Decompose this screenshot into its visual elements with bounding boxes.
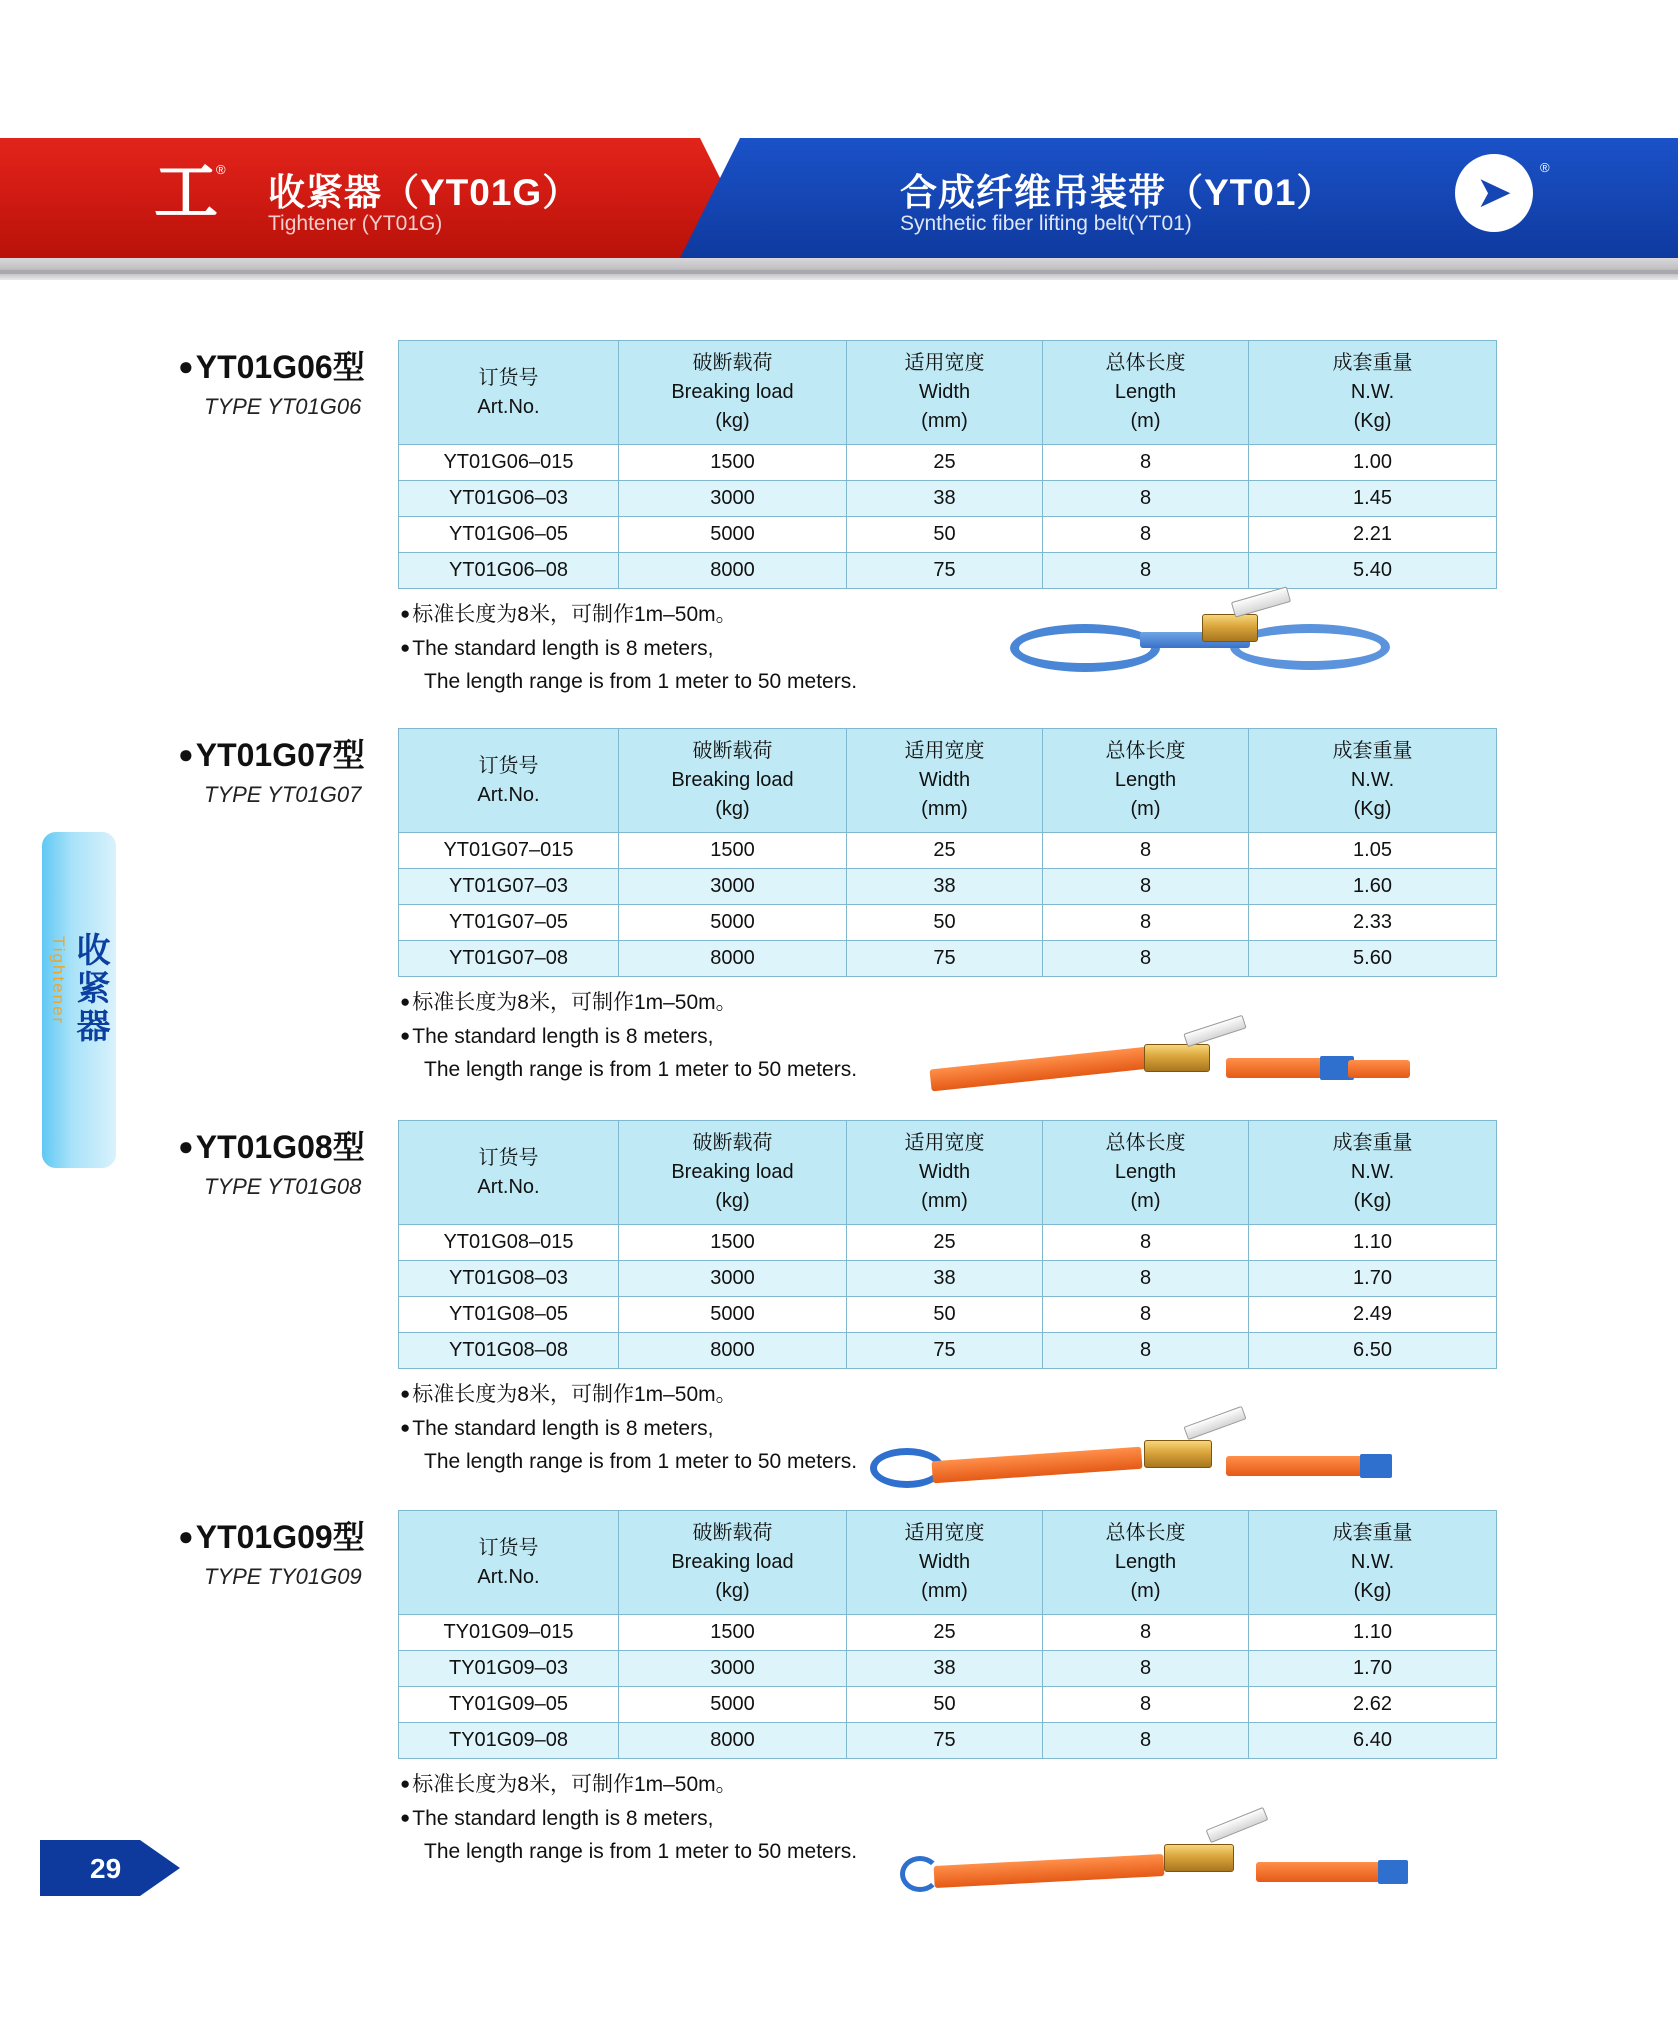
cell-breaking-load: 3000 <box>619 869 847 905</box>
table-row <box>399 445 1497 481</box>
strap-webbing-right <box>1256 1862 1384 1882</box>
th-breaking-load: 破断载荷 Breaking load (kg) <box>619 729 847 833</box>
table-row <box>399 1297 1497 1333</box>
cell-breaking-load: 8000 <box>619 1333 847 1369</box>
bird-logo <box>1455 154 1533 232</box>
table-row <box>399 905 1497 941</box>
bullet-icon: ● <box>400 1774 411 1793</box>
bullet-icon: ● <box>400 637 411 657</box>
table-header-row <box>399 1511 1497 1615</box>
strap-webbing-left <box>931 1447 1142 1484</box>
cell-length: 8 <box>1043 1651 1249 1687</box>
table-header-row <box>399 729 1497 833</box>
section-label-yt01g07 <box>178 730 408 808</box>
cell-length: 8 <box>1043 1723 1249 1759</box>
header-left-title-cn: 收紧器（YT01G） <box>268 172 581 213</box>
cell-net-weight: 6.50 <box>1249 1333 1497 1369</box>
cell-art-no: YT01G08–05 <box>399 1297 619 1333</box>
cell-breaking-load: 5000 <box>619 905 847 941</box>
notes-yt01g07 <box>400 986 857 1087</box>
ratchet-handle <box>1206 1807 1269 1843</box>
spec-table-yt01g09 <box>398 1510 1497 1759</box>
blue-sleeve <box>1360 1454 1392 1478</box>
bird-logo-glyph: ➤ <box>1475 167 1513 218</box>
table-row <box>399 481 1497 517</box>
spec-table-yt01g07 <box>398 728 1497 977</box>
table-row <box>399 1687 1497 1723</box>
table-row <box>399 941 1497 977</box>
th-net-weight: 成套重量 N.W. (Kg) <box>1249 1121 1497 1225</box>
blue-loop-left <box>1010 624 1160 672</box>
cell-art-no: YT01G07–015 <box>399 833 619 869</box>
bullet-icon: ● <box>400 604 411 623</box>
ratchet-buckle <box>1196 592 1292 644</box>
th-art-no: 订货号 Art.No. <box>399 341 619 445</box>
page-number: 29 <box>90 1853 122 1884</box>
table-row <box>399 1225 1497 1261</box>
cell-art-no: YT01G07–03 <box>399 869 619 905</box>
ratchet-body <box>1202 614 1258 642</box>
ratchet-handle <box>1231 586 1291 617</box>
note-line-cn: ●标准长度为8米，可制作1m–50m。 <box>400 1773 737 1796</box>
note-line-en-2: The length range is from 1 meter to 50 meters. <box>424 670 858 694</box>
product-image-orange-strap-with-ratchet-and-loop <box>870 1406 1410 1516</box>
table-row <box>399 1261 1497 1297</box>
note-line-en-1: ●The standard length is 8 meters, <box>400 1806 714 1830</box>
cell-art-no: TY01G09–05 <box>399 1687 619 1723</box>
cell-length: 8 <box>1043 905 1249 941</box>
side-tab-label-en: Tightener <box>49 936 68 1026</box>
cell-length: 8 <box>1043 1333 1249 1369</box>
cell-breaking-load: 1500 <box>619 445 847 481</box>
registered-mark-right: ® <box>1540 160 1550 175</box>
cell-length: 8 <box>1043 833 1249 869</box>
strap-webbing-end <box>1348 1060 1410 1078</box>
cell-art-no: YT01G08–03 <box>399 1261 619 1297</box>
th-art-no: 订货号 Art.No. <box>399 1511 619 1615</box>
cell-breaking-load: 5000 <box>619 517 847 553</box>
cell-breaking-load: 1500 <box>619 1615 847 1651</box>
page-number-badge <box>40 1840 180 1896</box>
table-row <box>399 1615 1497 1651</box>
table-row <box>399 1723 1497 1759</box>
section-label-yt01g09 <box>178 1512 408 1590</box>
cell-net-weight: 1.70 <box>1249 1651 1497 1687</box>
cell-width: 75 <box>847 941 1043 977</box>
cell-net-weight: 2.33 <box>1249 905 1497 941</box>
cell-breaking-load: 1500 <box>619 833 847 869</box>
section-title-cn: ●YT01G07型 <box>178 737 365 773</box>
th-width: 适用宽度 Width (mm) <box>847 1511 1043 1615</box>
side-tab-tightener <box>40 830 118 1170</box>
th-art-no: 订货号 Art.No. <box>399 729 619 833</box>
header-right-title-cn: 合成纤维吊装带（YT01） <box>900 172 1335 213</box>
table-header-row <box>399 341 1497 445</box>
cell-art-no: TY01G09–015 <box>399 1615 619 1651</box>
th-net-weight: 成套重量 N.W. (Kg) <box>1249 1511 1497 1615</box>
note-line-en-1: ●The standard length is 8 meters, <box>400 1024 714 1048</box>
section-title-en: TYPE YT01G07 <box>204 782 362 807</box>
strap-webbing-left <box>929 1047 1150 1092</box>
side-tab-label-cn: 收紧器 <box>71 932 109 1046</box>
product-image-orange-strap-with-ratchet-and-hook <box>900 1810 1420 1920</box>
cell-net-weight: 1.05 <box>1249 833 1497 869</box>
table-row <box>399 869 1497 905</box>
cell-net-weight: 1.10 <box>1249 1615 1497 1651</box>
cell-width: 25 <box>847 1225 1043 1261</box>
th-breaking-load: 破断载荷 Breaking load (kg) <box>619 1511 847 1615</box>
bullet-icon: ● <box>400 1025 411 1045</box>
note-line-cn: ●标准长度为8米，可制作1m–50m。 <box>400 1383 737 1406</box>
ratchet-body <box>1144 1044 1210 1072</box>
notes-yt01g08 <box>400 1378 857 1479</box>
th-length: 总体长度 Length (m) <box>1043 1121 1249 1225</box>
section-title-cn: ●YT01G08型 <box>178 1129 365 1165</box>
product-image-blue-loop-strap-with-ratchet <box>1000 590 1400 690</box>
strap-webbing-right <box>1226 1058 1326 1078</box>
note-line-en-1: ●The standard length is 8 meters, <box>400 636 714 660</box>
factory-mark-logo <box>150 156 226 230</box>
cell-width: 75 <box>847 553 1043 589</box>
cell-art-no: YT01G08–015 <box>399 1225 619 1261</box>
product-image-orange-strap-with-ratchet <box>930 1008 1410 1108</box>
cell-length: 8 <box>1043 1687 1249 1723</box>
cell-net-weight: 5.60 <box>1249 941 1497 977</box>
cell-net-weight: 2.62 <box>1249 1687 1497 1723</box>
strap-webbing-right <box>1226 1456 1366 1476</box>
bullet-icon: ● <box>178 739 194 769</box>
section-title-en: TYPE YT01G08 <box>204 1174 362 1199</box>
notes-yt01g09 <box>400 1768 857 1869</box>
section-title-en: TYPE TY01G09 <box>204 1564 362 1589</box>
cell-width: 75 <box>847 1333 1043 1369</box>
cell-art-no: YT01G07–08 <box>399 941 619 977</box>
section-title-cn: ●YT01G06型 <box>178 349 365 385</box>
th-breaking-load: 破断载荷 Breaking load (kg) <box>619 341 847 445</box>
cell-net-weight: 1.10 <box>1249 1225 1497 1261</box>
cell-width: 50 <box>847 517 1043 553</box>
th-width: 适用宽度 Width (mm) <box>847 341 1043 445</box>
factory-mark-glyph: 工 <box>154 156 218 230</box>
ratchet-body <box>1144 1440 1212 1468</box>
section-label-yt01g08 <box>178 1122 408 1200</box>
cell-breaking-load: 5000 <box>619 1297 847 1333</box>
cell-width: 25 <box>847 1615 1043 1651</box>
table-row <box>399 553 1497 589</box>
cell-net-weight: 5.40 <box>1249 553 1497 589</box>
header-divider <box>0 258 1678 280</box>
cell-width: 38 <box>847 1261 1043 1297</box>
spec-table-yt01g06 <box>398 340 1497 589</box>
notes-yt01g06 <box>400 598 857 699</box>
cell-width: 38 <box>847 1651 1043 1687</box>
note-line-cn: ●标准长度为8米，可制作1m–50m。 <box>400 991 737 1014</box>
th-net-weight: 成套重量 N.W. (Kg) <box>1249 729 1497 833</box>
cell-length: 8 <box>1043 445 1249 481</box>
th-width: 适用宽度 Width (mm) <box>847 1121 1043 1225</box>
cell-breaking-load: 8000 <box>619 553 847 589</box>
cell-length: 8 <box>1043 1261 1249 1297</box>
note-line-en-2: The length range is from 1 meter to 50 meters. <box>424 1450 858 1474</box>
bullet-icon: ● <box>400 992 411 1011</box>
th-art-no: 订货号 Art.No. <box>399 1121 619 1225</box>
cell-length: 8 <box>1043 481 1249 517</box>
bullet-icon: ● <box>178 1131 194 1161</box>
ratchet-handle <box>1183 1015 1246 1047</box>
note-line-cn: ●标准长度为8米，可制作1m–50m。 <box>400 603 737 626</box>
th-length: 总体长度 Length (m) <box>1043 1511 1249 1615</box>
cell-length: 8 <box>1043 941 1249 977</box>
cell-breaking-load: 8000 <box>619 1723 847 1759</box>
cell-length: 8 <box>1043 1615 1249 1651</box>
cell-width: 50 <box>847 905 1043 941</box>
cell-breaking-load: 8000 <box>619 941 847 977</box>
th-length: 总体长度 Length (m) <box>1043 729 1249 833</box>
table-header-row <box>399 1121 1497 1225</box>
table-row <box>399 1651 1497 1687</box>
cell-length: 8 <box>1043 1297 1249 1333</box>
cell-art-no: YT01G06–03 <box>399 481 619 517</box>
cell-length: 8 <box>1043 553 1249 589</box>
bullet-icon: ● <box>400 1384 411 1403</box>
bullet-icon: ● <box>400 1417 411 1437</box>
ratchet-body <box>1164 1844 1234 1872</box>
cell-length: 8 <box>1043 1225 1249 1261</box>
cell-width: 75 <box>847 1723 1043 1759</box>
cell-net-weight: 2.21 <box>1249 517 1497 553</box>
registered-mark-left: ® <box>216 162 226 177</box>
note-line-en-1: ●The standard length is 8 meters, <box>400 1416 714 1440</box>
cell-art-no: YT01G08–08 <box>399 1333 619 1369</box>
cell-net-weight: 1.70 <box>1249 1261 1497 1297</box>
ratchet-handle <box>1183 1406 1246 1440</box>
cell-length: 8 <box>1043 517 1249 553</box>
cell-net-weight: 1.60 <box>1249 869 1497 905</box>
cell-breaking-load: 3000 <box>619 481 847 517</box>
cell-breaking-load: 1500 <box>619 1225 847 1261</box>
cell-art-no: TY01G09–08 <box>399 1723 619 1759</box>
note-line-en-2: The length range is from 1 meter to 50 meters. <box>424 1058 858 1082</box>
cell-breaking-load: 3000 <box>619 1651 847 1687</box>
header-left-title-en: Tightener (YT01G) <box>268 212 443 235</box>
th-length: 总体长度 Length (m) <box>1043 341 1249 445</box>
spec-table-yt01g08 <box>398 1120 1497 1369</box>
cell-width: 50 <box>847 1687 1043 1723</box>
th-net-weight: 成套重量 N.W. (Kg) <box>1249 341 1497 445</box>
cell-width: 50 <box>847 1297 1043 1333</box>
cell-net-weight: 2.49 <box>1249 1297 1497 1333</box>
header-right-title-en: Synthetic fiber lifting belt(YT01) <box>900 212 1192 235</box>
th-breaking-load: 破断载荷 Breaking load (kg) <box>619 1121 847 1225</box>
cell-art-no: YT01G06–05 <box>399 517 619 553</box>
section-label-yt01g06 <box>178 342 408 420</box>
cell-net-weight: 6.40 <box>1249 1723 1497 1759</box>
cell-net-weight: 1.45 <box>1249 481 1497 517</box>
cell-art-no: YT01G06–015 <box>399 445 619 481</box>
cell-width: 38 <box>847 481 1043 517</box>
cell-art-no: YT01G07–05 <box>399 905 619 941</box>
cell-breaking-load: 5000 <box>619 1687 847 1723</box>
section-title-en: TYPE YT01G06 <box>204 394 362 419</box>
table-row <box>399 833 1497 869</box>
bullet-icon: ● <box>178 1521 194 1551</box>
cell-width: 25 <box>847 445 1043 481</box>
th-width: 适用宽度 Width (mm) <box>847 729 1043 833</box>
bullet-icon: ● <box>178 351 194 381</box>
cell-art-no: TY01G09–03 <box>399 1651 619 1687</box>
cell-breaking-load: 3000 <box>619 1261 847 1297</box>
page-header <box>0 138 1678 258</box>
note-line-en-2: The length range is from 1 meter to 50 meters. <box>424 1840 858 1864</box>
cell-length: 8 <box>1043 869 1249 905</box>
section-title-cn: ●YT01G09型 <box>178 1519 365 1555</box>
cell-art-no: YT01G06–08 <box>399 553 619 589</box>
strap-webbing-left <box>934 1854 1165 1888</box>
cell-net-weight: 1.00 <box>1249 445 1497 481</box>
bullet-icon: ● <box>400 1807 411 1827</box>
table-row <box>399 1333 1497 1369</box>
cell-width: 38 <box>847 869 1043 905</box>
cell-width: 25 <box>847 833 1043 869</box>
table-row <box>399 517 1497 553</box>
blue-sleeve <box>1378 1860 1408 1884</box>
